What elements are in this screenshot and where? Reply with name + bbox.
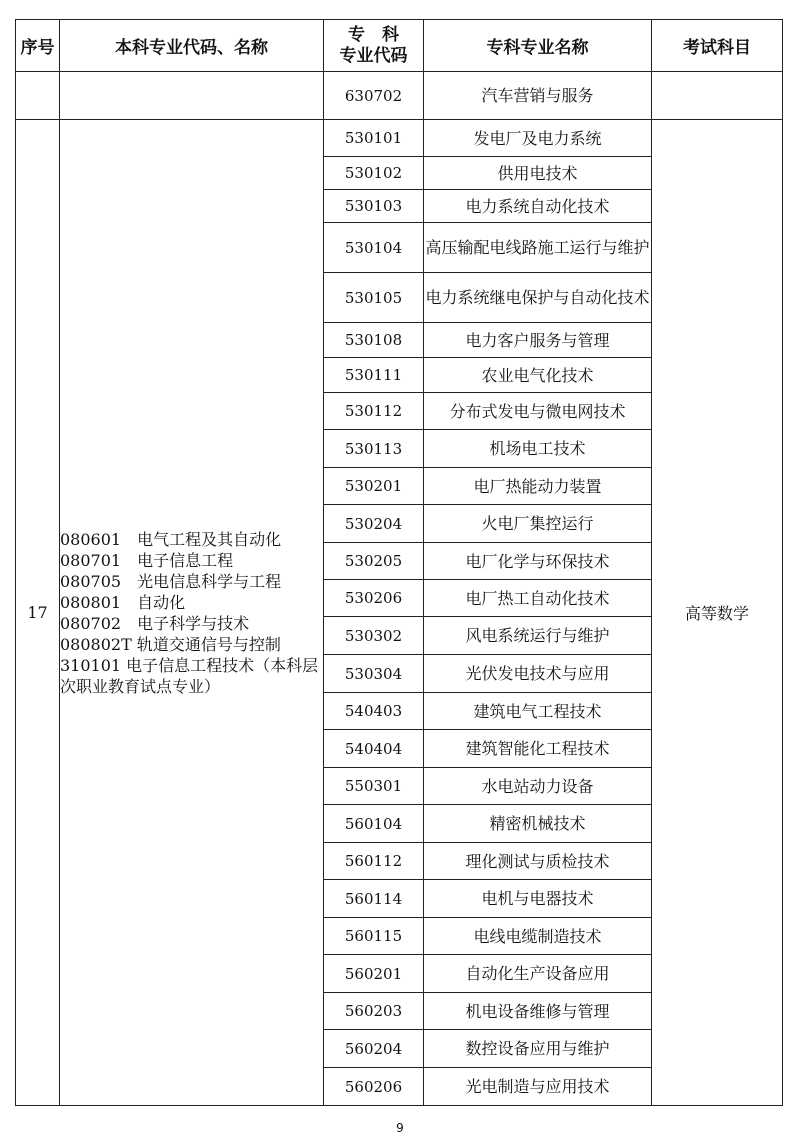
row-name: 光伏发电技术与应用 bbox=[424, 655, 652, 693]
row-code: 530111 bbox=[324, 358, 424, 393]
row-code: 530108 bbox=[324, 323, 424, 358]
page-number: 9 bbox=[396, 1121, 404, 1135]
row-code: 530101 bbox=[324, 120, 424, 157]
header-name: 专科专业名称 bbox=[424, 20, 652, 72]
row-name: 风电系统运行与维护 bbox=[424, 617, 652, 655]
row-code: 530112 bbox=[324, 393, 424, 430]
row-name: 机电设备维修与管理 bbox=[424, 993, 652, 1030]
row-name: 建筑智能化工程技术 bbox=[424, 730, 652, 768]
row-name: 电机与电器技术 bbox=[424, 880, 652, 918]
header-subject: 考试科目 bbox=[652, 20, 783, 72]
row-code: 560204 bbox=[324, 1030, 424, 1068]
row-name: 理化测试与质检技术 bbox=[424, 843, 652, 880]
bachelor-major-item: 080802T 轨道交通信号与控制 bbox=[60, 634, 281, 654]
row-name: 电线电缆制造技术 bbox=[424, 918, 652, 955]
row-code: 560104 bbox=[324, 805, 424, 843]
row-name: 水电站动力设备 bbox=[424, 768, 652, 805]
row-name: 电力客户服务与管理 bbox=[424, 323, 652, 358]
row-code: 530304 bbox=[324, 655, 424, 693]
row-code: 530204 bbox=[324, 505, 424, 543]
header-bachelor: 本科专业代码、名称 bbox=[60, 20, 324, 72]
bachelor-major-item: 080801 自动化 bbox=[60, 592, 186, 612]
row-name: 农业电气化技术 bbox=[424, 358, 652, 393]
row-code: 560201 bbox=[324, 955, 424, 993]
prev-bachelor-cell bbox=[60, 72, 324, 120]
row-name: 光电制造与应用技术 bbox=[424, 1068, 652, 1106]
header-seq: 序号 bbox=[16, 20, 60, 72]
row-code: 560203 bbox=[324, 993, 424, 1030]
row-code: 530113 bbox=[324, 430, 424, 468]
row-name: 发电厂及电力系统 bbox=[424, 120, 652, 157]
row-code: 530105 bbox=[324, 273, 424, 323]
header-row bbox=[16, 20, 783, 72]
row-code: 560115 bbox=[324, 918, 424, 955]
row-name: 火电厂集控运行 bbox=[424, 505, 652, 543]
row-name: 电力系统自动化技术 bbox=[424, 190, 652, 223]
row-code: 530302 bbox=[324, 617, 424, 655]
row-code: 560206 bbox=[324, 1068, 424, 1106]
row-code: 530104 bbox=[324, 223, 424, 273]
row-name: 分布式发电与微电网技术 bbox=[424, 393, 652, 430]
bachelor-majors bbox=[60, 120, 324, 1106]
prev-code: 630702 bbox=[324, 72, 424, 120]
group-subject: 高等数学 bbox=[652, 120, 783, 1106]
row-name: 电力系统继电保护与自动化技术 bbox=[424, 273, 652, 323]
bachelor-major-item: 080601 电气工程及其自动化 bbox=[60, 529, 282, 549]
prev-name: 汽车营销与服务 bbox=[424, 72, 652, 120]
row-name: 机场电工技术 bbox=[424, 430, 652, 468]
bachelor-major-item: 310101 电子信息工程技术（本科层次职业教育试点专业） bbox=[60, 655, 319, 696]
bachelor-major-item: 080702 电子科学与技术 bbox=[60, 613, 250, 633]
row-code: 530201 bbox=[324, 468, 424, 505]
row-code: 530205 bbox=[324, 543, 424, 580]
table-row bbox=[16, 72, 783, 120]
row-name: 高压输配电线路施工运行与维护 bbox=[424, 223, 652, 273]
prev-subject-cell bbox=[652, 72, 783, 120]
row-name: 电厂热能动力装置 bbox=[424, 468, 652, 505]
header-code bbox=[324, 20, 424, 72]
row-name: 精密机械技术 bbox=[424, 805, 652, 843]
row-name: 供用电技术 bbox=[424, 157, 652, 190]
row-code: 530102 bbox=[324, 157, 424, 190]
row-name: 电厂化学与环保技术 bbox=[424, 543, 652, 580]
row-code: 550301 bbox=[324, 768, 424, 805]
row-name: 电厂热工自动化技术 bbox=[424, 580, 652, 617]
row-code: 540404 bbox=[324, 730, 424, 768]
table-row bbox=[16, 120, 783, 157]
row-name: 自动化生产设备应用 bbox=[424, 955, 652, 993]
bachelor-major-item: 080705 光电信息科学与工程 bbox=[60, 571, 282, 591]
row-code: 540403 bbox=[324, 693, 424, 730]
row-name: 数控设备应用与维护 bbox=[424, 1030, 652, 1068]
row-code: 560114 bbox=[324, 880, 424, 918]
row-name: 建筑电气工程技术 bbox=[424, 693, 652, 730]
group-seq: 17 bbox=[16, 120, 60, 1106]
row-code: 530206 bbox=[324, 580, 424, 617]
prev-seq-cell bbox=[16, 72, 60, 120]
header-code-line1: 专 科 bbox=[348, 24, 399, 45]
bachelor-major-item: 080701 电子信息工程 bbox=[60, 550, 234, 570]
row-code: 530103 bbox=[324, 190, 424, 223]
major-exam-table bbox=[15, 19, 783, 1106]
header-code-line2: 专业代码 bbox=[339, 45, 408, 66]
row-code: 560112 bbox=[324, 843, 424, 880]
